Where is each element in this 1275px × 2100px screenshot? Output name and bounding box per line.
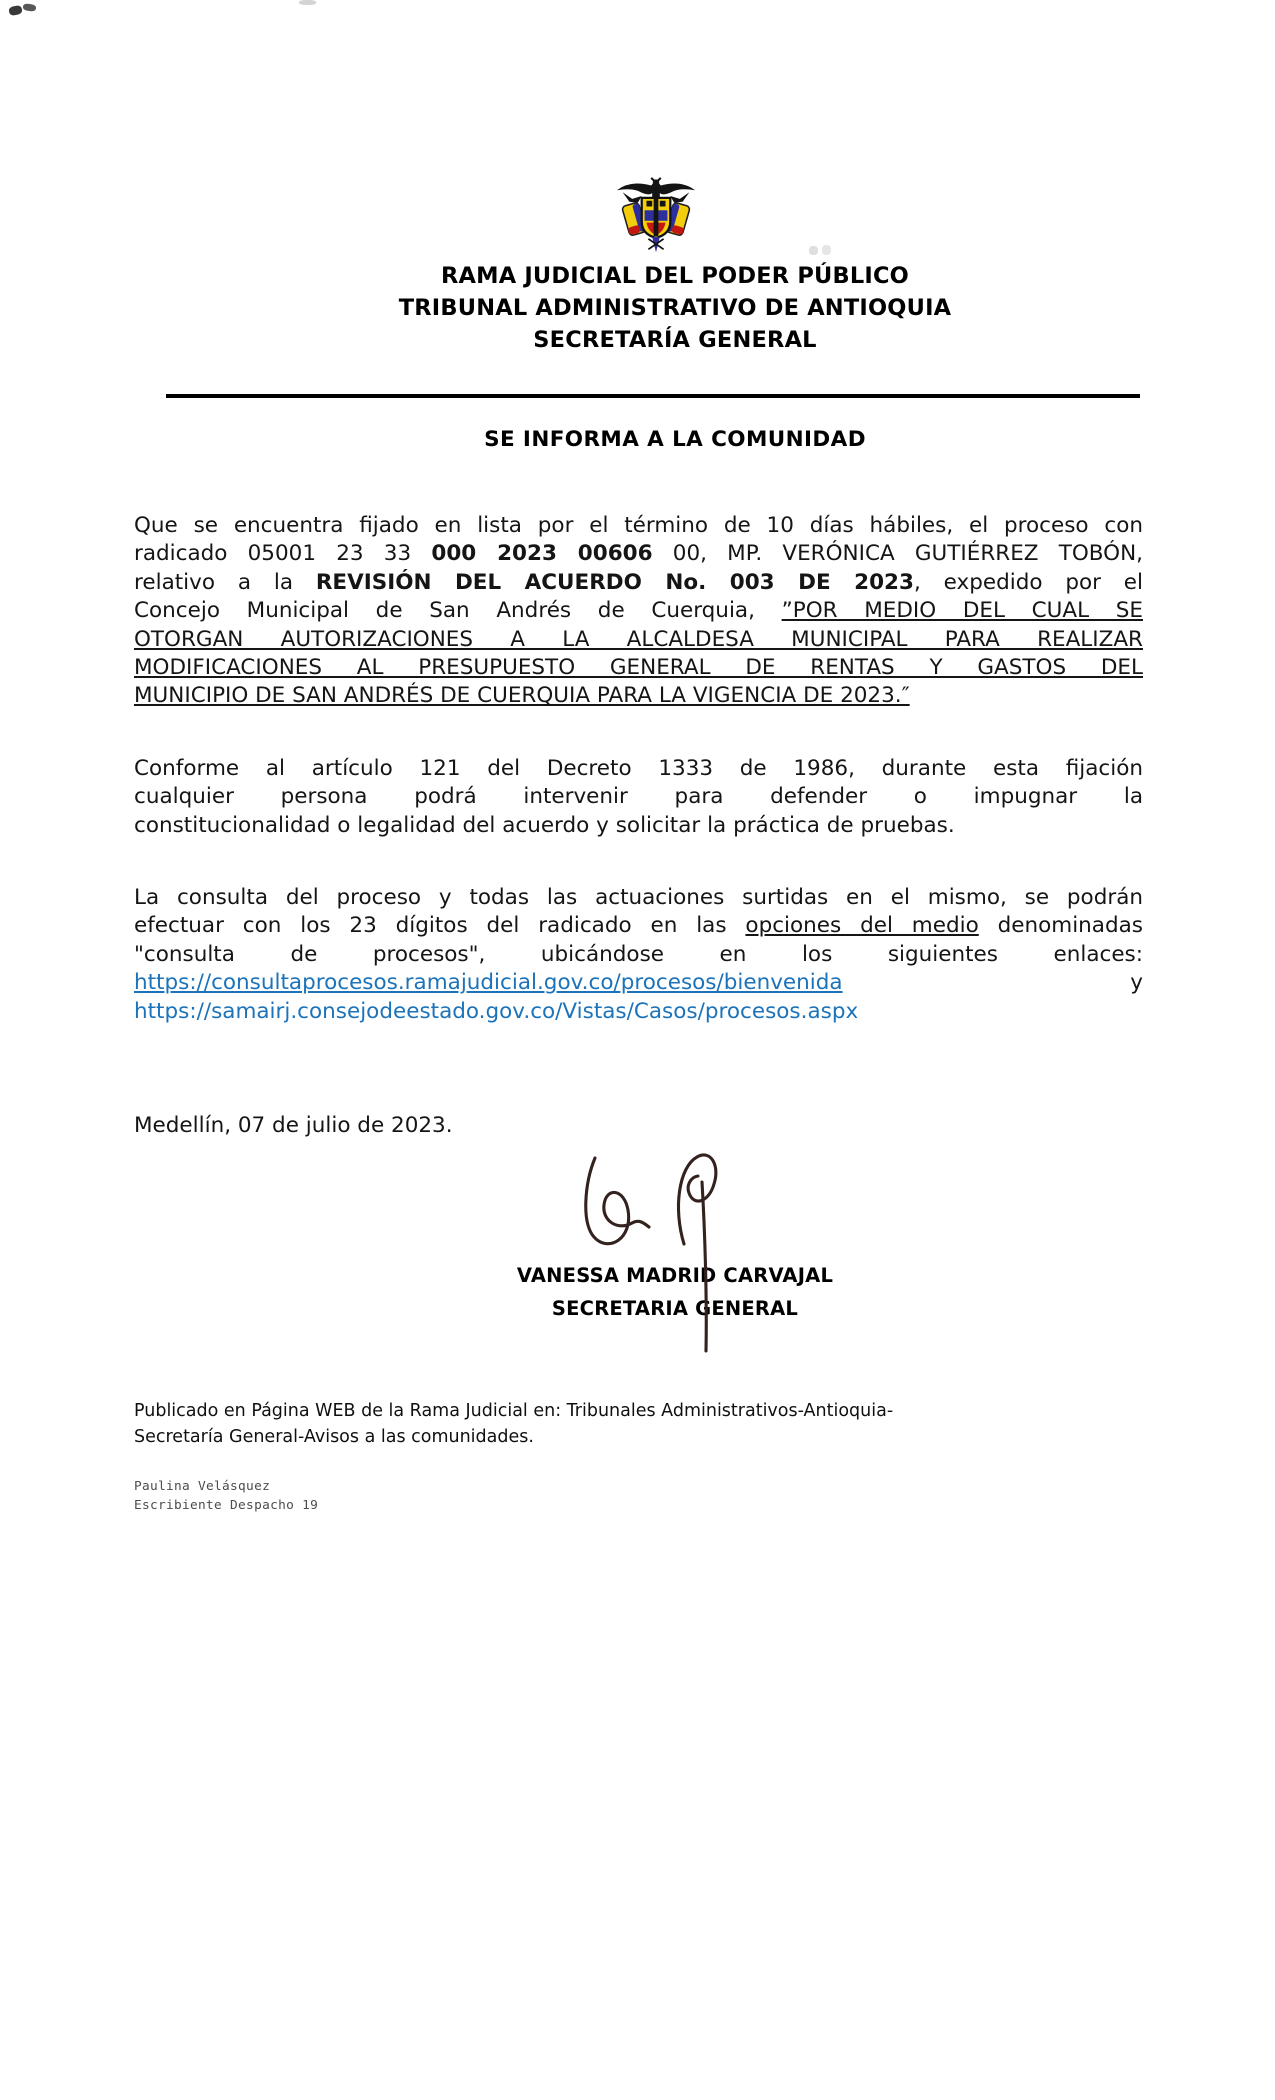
clerk-block	[134, 1477, 318, 1515]
text-line	[134, 969, 1143, 997]
signatory-title: SECRETARIA GENERAL	[551, 1297, 799, 1320]
text-line	[134, 569, 1143, 597]
text-segment: REVISIÓN DEL ACUERDO No. 003 DE 2023	[315, 569, 914, 595]
text-line	[134, 512, 1143, 540]
text-segment: denominadas	[978, 913, 1143, 939]
hyperlink[interactable]: https://samairj.consejodeestado.gov.co/Vistas/Casos/procesos.aspx	[134, 998, 859, 1024]
text-segment: opciones del medio	[745, 913, 979, 939]
text-line	[134, 654, 1143, 682]
text-line	[134, 755, 1143, 783]
signatory-name: VANESSA MADRID CARVAJAL	[516, 1264, 834, 1287]
scan-artifact	[809, 246, 818, 255]
text-segment: La consulta del proceso y todas las actuaciones surtidas en el mismo, se podrán	[134, 885, 1143, 911]
text-line	[134, 626, 1143, 654]
clerk-name: Paulina Velásquez	[134, 1479, 271, 1494]
hyperlink[interactable]: https://consultaprocesos.ramajudicial.gov.co/procesos/bienvenida	[134, 970, 843, 996]
text-line	[134, 998, 1143, 1026]
text-segment: relativo a la	[134, 569, 316, 595]
text-segment: cualquier persona podrá intervenir para defender o impugnar la	[134, 784, 1143, 810]
org-name-line3: SECRETARÍA GENERAL	[533, 327, 817, 353]
colombia-coat-of-arms-icon	[612, 176, 700, 256]
text-segment: "consulta de procesos", ubicándose en los siguientes enlaces:	[134, 941, 1143, 967]
clerk-role: Escribiente Despacho 19	[134, 1498, 319, 1513]
text-line	[134, 783, 1143, 811]
text-line	[134, 941, 1143, 969]
text-segment: ”POR MEDIO DEL CUAL SE	[781, 598, 1143, 624]
text-line	[134, 682, 1143, 710]
date-line: Medellín, 07 de julio de 2023.	[134, 1113, 453, 1139]
paragraph-consulta	[134, 884, 1143, 1026]
scan-artifact	[299, 0, 316, 5]
paragraph-conforme	[134, 755, 1143, 840]
published-note	[134, 1398, 1094, 1450]
scan-artifact	[822, 245, 831, 255]
text-segment: efectuar con los 23 dígitos del radicado en las	[134, 913, 746, 939]
text-segment: y	[842, 970, 1143, 996]
org-header	[170, 260, 1180, 356]
paragraph-fijacion	[134, 512, 1143, 711]
text-segment: Conforme al artículo 121 del Decreto 1333 de 1986, durante esta fijación	[134, 755, 1143, 781]
org-name-line1: RAMA JUDICIAL DEL PODER PÚBLICO	[440, 263, 910, 289]
text-line	[134, 597, 1143, 625]
scan-artifact	[8, 5, 23, 17]
scan-artifact	[23, 3, 37, 12]
org-name-line2: TRIBUNAL ADMINISTRATIVO DE ANTIOQUIA	[398, 295, 952, 321]
text-segment: 000 2023 00606	[431, 541, 653, 567]
text-segment: , expedido por el	[913, 569, 1143, 595]
text-line	[134, 812, 1143, 840]
text-line	[134, 540, 1143, 568]
published-note-line2: Secretaría General-Avisos a las comunidades.	[134, 1427, 534, 1447]
text-segment: Que se encuentra fijado en lista por el término de 10 días hábiles, el proceso con	[134, 513, 1143, 538]
text-segment: MODIFICACIONES AL PRESUPUESTO GENERAL DE RENTAS Y GASTOS DEL	[134, 655, 1143, 681]
handwritten-signature-icon	[570, 1150, 735, 1355]
text-line	[134, 884, 1143, 912]
text-segment: Concejo Municipal de San Andrés de Cuerquia,	[134, 598, 782, 624]
text-segment: 00, MP. VERÓNICA GUTIÉRREZ TOBÓN,	[652, 541, 1144, 567]
published-note-line1: Publicado en Página WEB de la Rama Judicial en: Tribunales Administrativos-Antioquia-	[134, 1401, 894, 1421]
document-body	[134, 512, 1143, 1141]
text-segment: constitucionalidad o legalidad del acuerdo y solicitar la práctica de pruebas.	[134, 812, 955, 838]
notice-title: SE INFORMA A LA COMUNIDAD	[484, 427, 866, 452]
text-segment: MUNICIPIO DE SAN ANDRÉS DE CUERQUIA PARA LA VIGENCIA DE 2023.″	[134, 683, 910, 709]
text-segment: radicado 05001 23 33	[134, 541, 432, 567]
text-segment: OTORGAN AUTORIZACIONES A LA ALCALDESA MUNICIPAL PARA REALIZAR	[134, 626, 1143, 652]
horizontal-divider	[166, 394, 1140, 398]
text-line	[134, 912, 1143, 940]
